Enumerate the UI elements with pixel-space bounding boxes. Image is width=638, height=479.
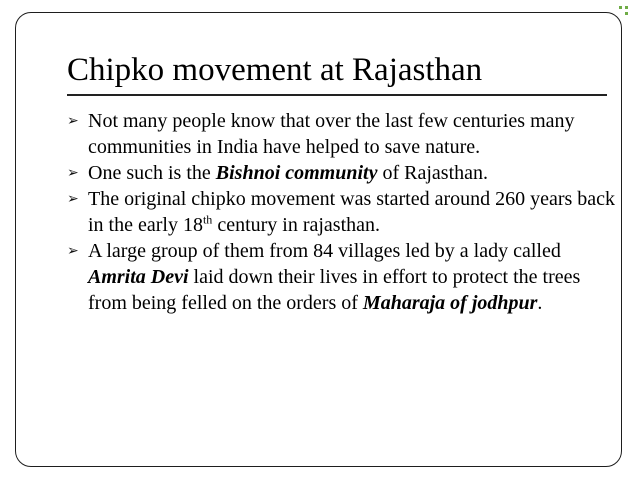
arrow-right-icon: ➢ xyxy=(67,113,79,129)
bullet-emphasis: Amrita Devi xyxy=(88,266,189,288)
arrow-right-icon: ➢ xyxy=(67,243,79,259)
bullet-text: The original chipko movement was started around 260 years back in the early 18 xyxy=(88,188,616,236)
bullet-emphasis: Bishnoi community xyxy=(215,162,378,184)
bullet-emphasis: Maharaja of jodhpur xyxy=(362,292,538,314)
bullet-text: of Rajasthan. xyxy=(377,162,489,184)
bullet-text: One such is the xyxy=(88,162,216,184)
bullet-text: A large group of them from 84 villages led by a lady called xyxy=(88,240,561,262)
title-underline xyxy=(67,94,607,96)
arrow-right-icon: ➢ xyxy=(67,191,79,207)
bullet-superscript: th xyxy=(202,212,213,227)
bullet-item xyxy=(67,108,619,160)
arrow-right-icon: ➢ xyxy=(67,165,79,181)
bullet-item xyxy=(67,186,619,238)
bullet-item xyxy=(67,160,619,186)
bullet-item xyxy=(67,238,619,316)
bullet-list xyxy=(67,108,619,316)
bullet-text: century in rajasthan. xyxy=(212,214,381,236)
bullet-text: Not many people know that over the last few centuries many communities in India have helped to save nature. xyxy=(88,110,575,158)
slide-title: Chipko movement at Rajasthan xyxy=(67,52,483,88)
bullet-text: . xyxy=(537,292,543,314)
bullet-text: laid down their lives in effort to protect the trees from being felled on the orders of xyxy=(88,266,581,314)
